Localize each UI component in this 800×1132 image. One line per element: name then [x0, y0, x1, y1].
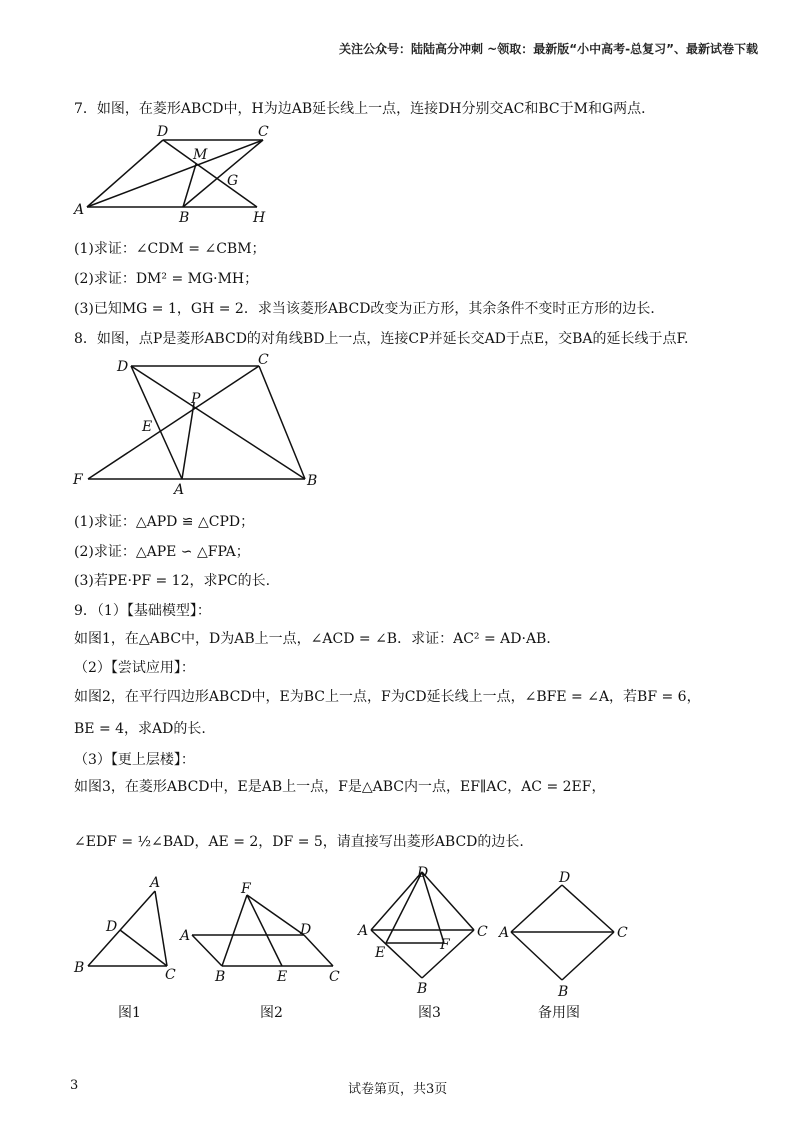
q7-part1: (1)求证：∠CDM = ∠CBM；	[74, 241, 266, 257]
fig3-label-d: D	[417, 865, 429, 881]
q8-part3: (3)若PE·PF = 12，求PC的长.	[74, 573, 271, 589]
fig1-label-b: B	[74, 960, 85, 976]
q8-label-a: A	[174, 482, 185, 498]
q7-stem: 7．如图，在菱形ABCD中，H为边AB延长线上一点，连接DH分别交AC和BC于M和G两点．	[74, 101, 656, 117]
fig4-label-c: C	[617, 925, 628, 941]
q8-label-f: F	[73, 472, 83, 488]
caption-backup-fig: 备用图	[538, 1005, 580, 1021]
q7-part3: (3)已知MG = 1，GH = 2．求当该菱形ABCD改变为正方形，其余条件不变时正方形的边长．	[74, 301, 665, 317]
fig1-label-d: D	[106, 919, 118, 935]
fig3-label-a: A	[358, 923, 369, 939]
q9-title2: （2）【尝试应用】：	[74, 660, 195, 676]
fig3-label-c: C	[477, 924, 488, 940]
q8-label-c: C	[258, 352, 269, 368]
q7-label-d: D	[157, 124, 169, 140]
q9-part2b: BE = 4，求AD的长.	[74, 721, 206, 737]
q8-label-e: E	[142, 419, 153, 435]
q7-label-c: C	[258, 124, 269, 140]
fig2-label-a: A	[180, 928, 191, 944]
fig2-label-d: D	[300, 922, 312, 938]
fig1-label-a: A	[150, 875, 161, 891]
fig2-label-e: E	[277, 969, 288, 985]
caption-fig3: 图3	[418, 1005, 441, 1021]
fig4-label-d: D	[559, 870, 571, 886]
fig4-label-a: A	[499, 925, 510, 941]
q9-part2a: 如图2，在平行四边形ABCD中，E为BC上一点，F为CD延长线上一点，∠BFE = ∠A，若BF = 6，	[74, 689, 701, 705]
fig2-label-c: C	[329, 969, 340, 985]
fig2-label-b: B	[215, 969, 226, 985]
q8-label-b: B	[307, 473, 318, 489]
q7-label-a: A	[74, 202, 85, 218]
q8-part1: (1)求证：△APD ≌ △CPD；	[74, 514, 255, 530]
q8-stem: 8．如图，点P是菱形ABCD的对角线BD上一点，连接CP并延长交AD于点E，交BA的延长线于点F.	[74, 331, 689, 347]
q7-part2: (2)求证：DM² = MG·MH；	[74, 271, 259, 287]
q9-part3a: 如图3，在菱形ABCD中，E是AB上一点，F是△ABC内一点，EF∥AC，AC = 2EF，	[74, 779, 606, 795]
q9-part1: 如图1，在△ABC中，D为AB上一点，∠ACD = ∠B．求证：AC² = AD·AB．	[74, 631, 561, 647]
fig1-label-c: C	[165, 967, 176, 983]
q7-label-m: M	[193, 147, 208, 163]
q7-label-g: G	[227, 173, 239, 189]
q9-title3: （3）【更上层楼】：	[74, 752, 195, 768]
page-footer-text: 试卷第页，共3页	[348, 1082, 448, 1097]
fig3-label-e: E	[375, 945, 386, 961]
q9-title: 9．（1）【基础模型】：	[74, 603, 211, 619]
q8-label-p: P	[191, 391, 201, 407]
fig4-label-b: B	[558, 984, 569, 1000]
q9-part3b: ∠EDF = ½∠BAD，AE = 2，DF = 5，请直接写出菱形ABCD的边长.	[74, 834, 524, 850]
page-header: 关注公众号：陆陆高分冲刺 ~领取：最新版“小中高考-总复习”、最新试卷下载	[339, 42, 758, 56]
q7-label-h: H	[253, 210, 266, 226]
caption-fig1: 图1	[118, 1005, 141, 1021]
fig3-label-b: B	[417, 981, 428, 997]
caption-fig2: 图2	[260, 1005, 283, 1021]
fig2-label-f: F	[241, 881, 251, 897]
fig3-label-f: F	[440, 937, 450, 953]
q8-part2: (2)求证：△APE ∽ △FPA；	[74, 544, 250, 560]
page-number: 3	[70, 1078, 79, 1093]
q7-label-b: B	[179, 210, 190, 226]
q8-label-d: D	[117, 359, 129, 375]
